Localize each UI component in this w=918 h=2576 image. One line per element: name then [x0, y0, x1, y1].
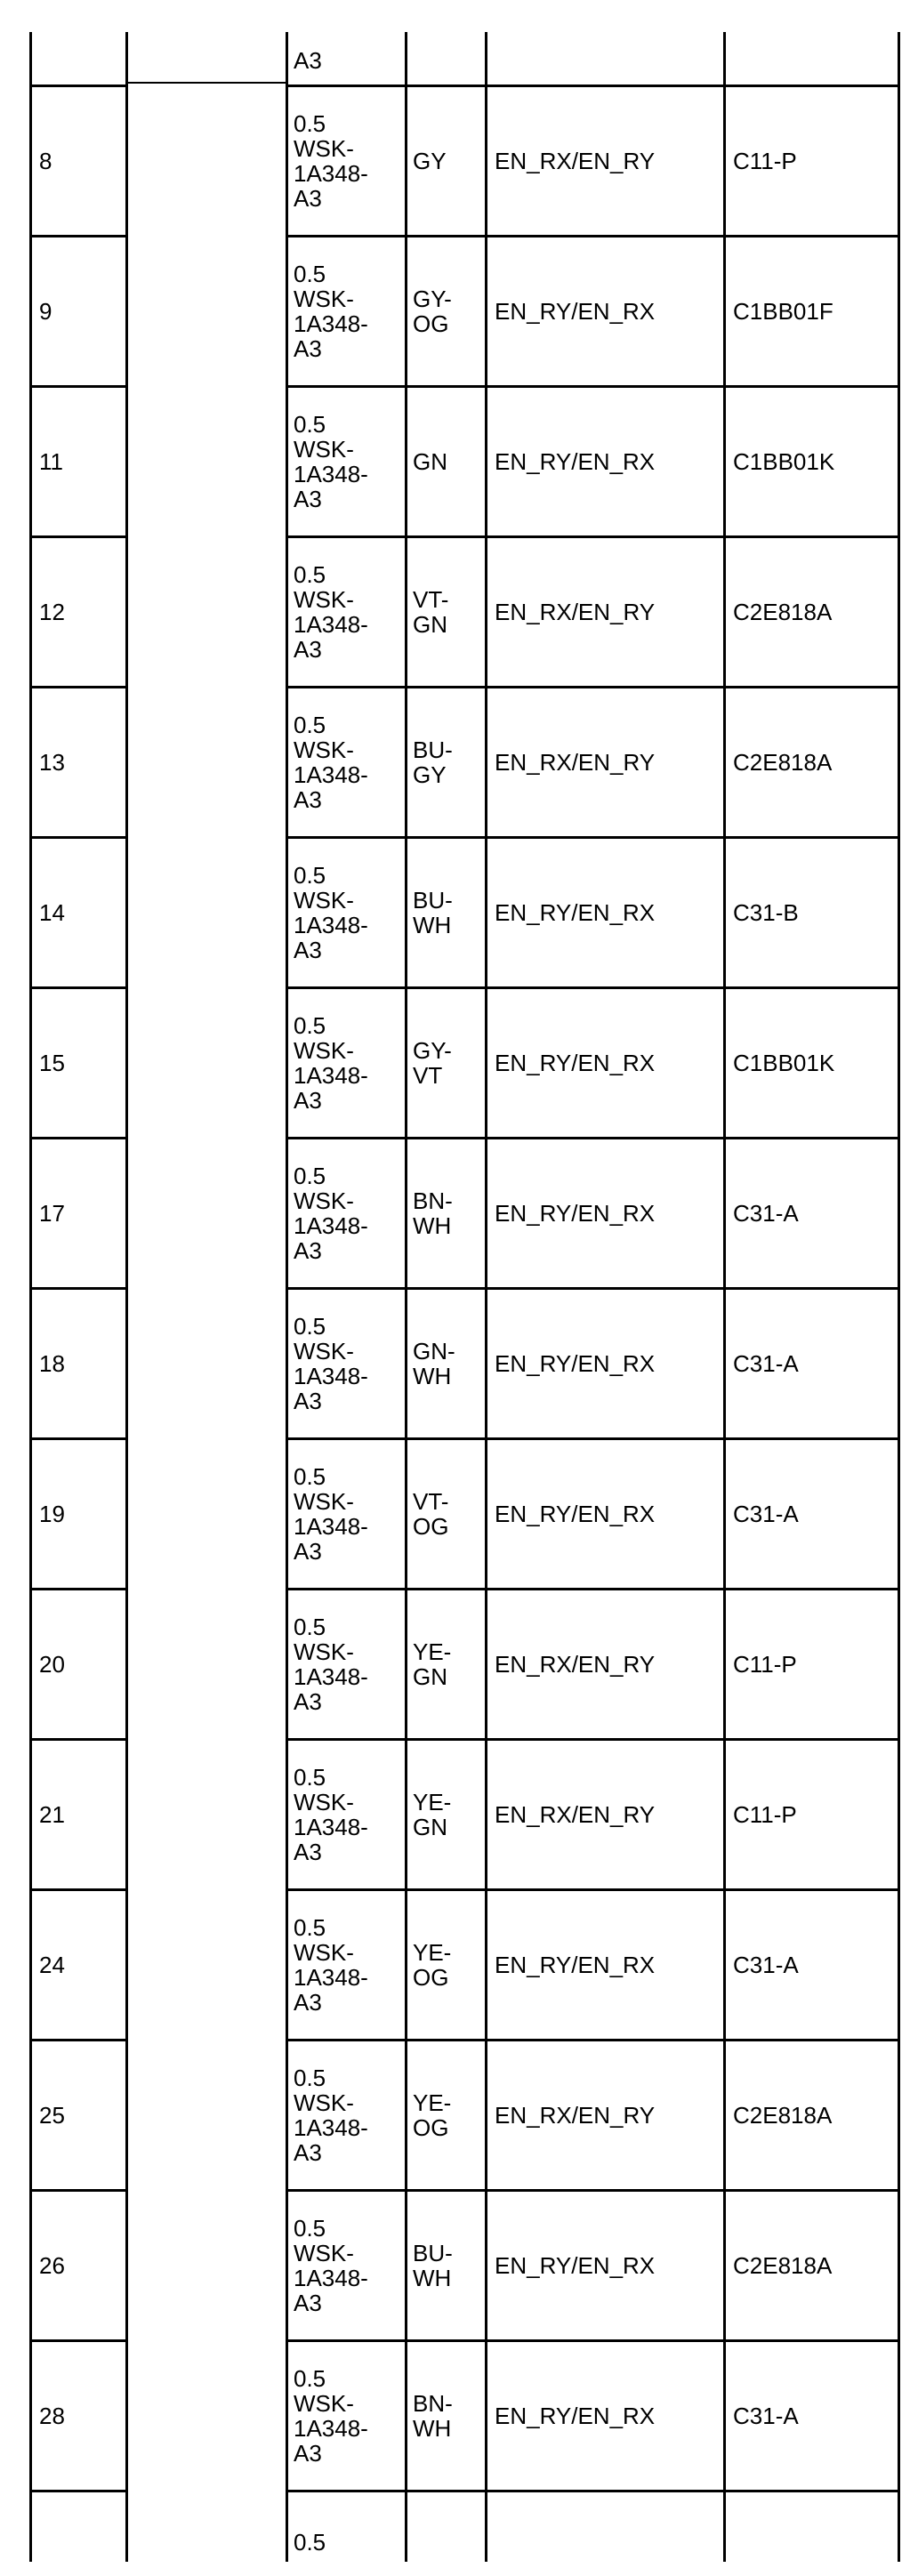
signal-name: EN_RX/EN_RY [495, 1801, 656, 1828]
row-rule-left [30, 1437, 126, 1440]
pin-number: 26 [39, 2252, 65, 2279]
signal-name: EN_RY/EN_RX [495, 2252, 656, 2279]
signal-cell [495, 237, 722, 385]
pin-number: 14 [39, 899, 65, 926]
row-rule-left [30, 1287, 126, 1290]
wire-spec-cell [294, 989, 404, 1137]
wire-gauge: 0.5 [294, 261, 326, 287]
signal-cell [495, 1891, 722, 2039]
connector-cell [733, 2192, 897, 2339]
row-rule-left [30, 2039, 126, 2041]
wire-color-cell [413, 87, 484, 235]
wire-code-prefix: WSK- [294, 436, 354, 463]
row-rule-right [286, 1738, 899, 1741]
signal-cell [495, 538, 722, 686]
pin-number-cell [39, 1741, 125, 1888]
wire-color-line-2: OG [413, 310, 449, 337]
wire-code-prefix: WSK- [294, 1488, 354, 1515]
pin-number: 21 [39, 1801, 65, 1828]
connector-cell [733, 388, 897, 535]
wire-color-line-1: BN- [413, 2390, 453, 2417]
signal-cell [495, 2342, 722, 2490]
wire-color-cell [413, 237, 484, 385]
top-fragment-wire-cell [294, 43, 399, 78]
row-rule-right [286, 1888, 899, 1891]
wire-color-cell [413, 1590, 484, 1738]
wire-spec-cell [294, 1741, 404, 1888]
pin-number-cell [39, 388, 125, 535]
signal-name: EN_RX/EN_RY [495, 1651, 656, 1678]
wire-color-cell [413, 538, 484, 686]
pin-number: 28 [39, 2403, 65, 2429]
wire-code-suffix: A3 [294, 335, 322, 362]
wire-code-suffix: A3 [294, 185, 322, 212]
connector-cell [733, 87, 897, 235]
row-rule-left [30, 85, 126, 87]
connector-cell [733, 1290, 897, 1437]
wire-color-line-1: BU- [413, 2240, 453, 2266]
wire-code: 1A348- [294, 2265, 368, 2291]
pin-number-cell [39, 1290, 125, 1437]
wire-code-suffix: A3 [294, 2440, 322, 2467]
wire-code: 1A348- [294, 461, 368, 487]
wire-spec-cell [294, 388, 404, 535]
wire-color-line-1: BU- [413, 737, 453, 763]
wire-gauge: 0.5 [294, 2065, 326, 2091]
wire-spec-cell [294, 688, 404, 836]
wire-code-suffix: A3 [294, 2139, 322, 2166]
connector-cell [733, 237, 897, 385]
row-rule-right [286, 1137, 899, 1139]
connector-cell [733, 1741, 897, 1888]
wire-code: 1A348- [294, 1363, 368, 1389]
wire-code-suffix: A3 [294, 1839, 322, 1865]
pin-number-cell [39, 1139, 125, 1287]
wire-color-cell [413, 1440, 484, 1588]
connector-cell [733, 1590, 897, 1738]
signal-name: EN_RY/EN_RX [495, 899, 656, 926]
wire-spec-cell [294, 1290, 404, 1437]
connector-id: C2E818A [733, 2102, 833, 2129]
wire-color-line-2: WH [413, 2265, 452, 2291]
wire-spec-cell [294, 87, 404, 235]
pin-number: 13 [39, 749, 65, 776]
signal-name: EN_RX/EN_RY [495, 2102, 656, 2129]
pin-number: 19 [39, 1501, 65, 1527]
wire-code: 1A348- [294, 1663, 368, 1690]
bottom-fragment-wire: 0.5 [294, 2529, 326, 2556]
row-rule-right [286, 1588, 899, 1590]
connector-id: C1BB01K [733, 448, 835, 475]
pin-number-cell [39, 538, 125, 686]
top-merge-rule [126, 82, 286, 84]
row-rule-left [30, 986, 126, 989]
wire-code: 1A348- [294, 1212, 368, 1239]
wire-code-prefix: WSK- [294, 2240, 354, 2266]
wire-code-suffix: A3 [294, 1989, 322, 2016]
bottom-fragment-wire-cell [294, 2524, 399, 2560]
pin-number: 17 [39, 1200, 65, 1227]
signal-cell [495, 388, 722, 535]
column-rule [723, 32, 726, 2562]
column-rule [125, 32, 128, 2562]
top-fragment-wire: A3 [294, 47, 322, 74]
row-rule-right [286, 2339, 899, 2342]
wire-code: 1A348- [294, 761, 368, 788]
row-rule-right [286, 686, 899, 688]
signal-name: EN_RY/EN_RX [495, 1350, 656, 1377]
wire-gauge: 0.5 [294, 862, 326, 889]
connector-cell [733, 538, 897, 686]
row-rule-right [286, 2189, 899, 2192]
wire-spec-cell [294, 1440, 404, 1588]
wire-spec-cell [294, 538, 404, 686]
pin-number: 11 [39, 448, 63, 475]
row-rule-right [286, 85, 899, 87]
row-rule-right [286, 986, 899, 989]
signal-cell [495, 87, 722, 235]
pin-number: 15 [39, 1050, 65, 1076]
pin-number-cell [39, 989, 125, 1137]
row-rule-left [30, 535, 126, 538]
connector-id: C31-B [733, 899, 799, 926]
connector-cell [733, 688, 897, 836]
signal-cell [495, 1290, 722, 1437]
wire-gauge: 0.5 [294, 1163, 326, 1189]
pin-number-cell [39, 2192, 125, 2339]
wire-code-suffix: A3 [294, 636, 322, 663]
wire-gauge: 0.5 [294, 712, 326, 738]
wire-color-line-1: BU- [413, 887, 453, 914]
signal-cell [495, 839, 722, 986]
pin-number-cell [39, 87, 125, 235]
signal-cell [495, 1741, 722, 1888]
wire-color-line-2: WH [413, 2415, 452, 2442]
pin-number-cell [39, 839, 125, 986]
wire-code: 1A348- [294, 1964, 368, 1991]
wire-code-suffix: A3 [294, 786, 322, 813]
wire-code-prefix: WSK- [294, 1789, 354, 1815]
wire-code-prefix: WSK- [294, 1338, 354, 1364]
wire-color-line-1: GN- [413, 1338, 455, 1364]
wire-code-suffix: A3 [294, 1087, 322, 1114]
wire-spec-cell [294, 1891, 404, 2039]
wire-color-line-1: GN [413, 448, 447, 475]
wire-color-line-2: GY [413, 761, 447, 788]
wire-color-line-1: VT- [413, 1488, 449, 1515]
wire-color-line-2: WH [413, 1363, 452, 1389]
wire-gauge: 0.5 [294, 1012, 326, 1039]
pin-number-cell [39, 1891, 125, 2039]
wire-color-cell [413, 2041, 484, 2189]
wire-color-line-1: GY- [413, 1037, 452, 1064]
wire-color-line-2: OG [413, 2114, 449, 2141]
wire-code-suffix: A3 [294, 1688, 322, 1715]
wire-color-line-2: WH [413, 912, 452, 938]
connector-id: C31-A [733, 1501, 799, 1527]
pin-number: 20 [39, 1651, 65, 1678]
row-rule-left [30, 1137, 126, 1139]
column-rule [29, 32, 32, 2562]
signal-cell [495, 1440, 722, 1588]
wire-color-cell [413, 989, 484, 1137]
row-rule-left [30, 686, 126, 688]
wire-color-cell [413, 1741, 484, 1888]
signal-name: EN_RY/EN_RX [495, 298, 656, 325]
wire-color-cell [413, 2342, 484, 2490]
wire-gauge: 0.5 [294, 2215, 326, 2242]
wire-code-suffix: A3 [294, 1538, 322, 1565]
pin-number: 25 [39, 2102, 65, 2129]
wire-color-cell [413, 839, 484, 986]
wire-code: 1A348- [294, 2415, 368, 2442]
column-rule [485, 32, 487, 2562]
signal-name: EN_RY/EN_RX [495, 1200, 656, 1227]
signal-cell [495, 1590, 722, 1738]
wire-color-line-1: GY- [413, 286, 452, 312]
wire-color-line-2: GN [413, 1663, 447, 1690]
row-rule-left [30, 836, 126, 839]
row-rule-right [286, 235, 899, 237]
wire-spec-cell [294, 2342, 404, 2490]
wire-code-prefix: WSK- [294, 1037, 354, 1064]
connector-id: C31-A [733, 1952, 799, 1978]
pin-number-cell [39, 1440, 125, 1588]
wire-spec-cell [294, 237, 404, 385]
column-rule [898, 32, 900, 2562]
connector-id: C31-A [733, 2403, 799, 2429]
wire-color-line-1: GY [413, 148, 447, 174]
wire-code-prefix: WSK- [294, 2089, 354, 2116]
connector-cell [733, 989, 897, 1137]
wire-gauge: 0.5 [294, 110, 326, 137]
signal-name: EN_RY/EN_RX [495, 2403, 656, 2429]
wire-gauge: 0.5 [294, 1764, 326, 1791]
signal-cell [495, 2041, 722, 2189]
wire-color-cell [413, 1891, 484, 2039]
connector-cell [733, 2342, 897, 2490]
wire-color-line-1: VT- [413, 586, 449, 613]
pin-number: 12 [39, 599, 65, 625]
wire-code-prefix: WSK- [294, 135, 354, 162]
wire-code-prefix: WSK- [294, 887, 354, 914]
wire-color-cell [413, 1290, 484, 1437]
connector-cell [733, 2041, 897, 2189]
connector-id: C31-A [733, 1350, 799, 1377]
row-rule-right [286, 1437, 899, 1440]
wire-code-prefix: WSK- [294, 286, 354, 312]
signal-name: EN_RX/EN_RY [495, 148, 656, 174]
wire-spec-cell [294, 2192, 404, 2339]
connector-id: C11-P [733, 1801, 797, 1828]
wire-gauge: 0.5 [294, 561, 326, 588]
wire-color-line-1: BN- [413, 1187, 453, 1214]
wire-code: 1A348- [294, 2114, 368, 2141]
signal-name: EN_RY/EN_RX [495, 1501, 656, 1527]
pin-number-cell [39, 1590, 125, 1738]
pin-number-cell [39, 688, 125, 836]
wire-code-prefix: WSK- [294, 1939, 354, 1966]
connector-id: C31-A [733, 1200, 799, 1227]
wire-gauge: 0.5 [294, 1313, 326, 1340]
wire-gauge: 0.5 [294, 1463, 326, 1490]
connector-id: C11-P [733, 148, 797, 174]
wire-code-suffix: A3 [294, 937, 322, 963]
row-rule-right [286, 535, 899, 538]
wire-color-line-2: GN [413, 611, 447, 638]
connector-id: C2E818A [733, 2252, 833, 2279]
wire-code: 1A348- [294, 1062, 368, 1089]
signal-name: EN_RX/EN_RY [495, 599, 656, 625]
connector-id: C2E818A [733, 599, 833, 625]
wire-color-cell [413, 1139, 484, 1287]
row-rule-left [30, 1738, 126, 1741]
row-rule-right [286, 2490, 899, 2492]
wire-code-prefix: WSK- [294, 2390, 354, 2417]
wire-color-cell [413, 688, 484, 836]
row-rule-left [30, 1588, 126, 1590]
pin-number-cell [39, 237, 125, 385]
wire-spec-cell [294, 2041, 404, 2189]
wire-code: 1A348- [294, 160, 368, 187]
row-rule-left [30, 2189, 126, 2192]
wire-color-line-2: OG [413, 1513, 449, 1540]
wire-color-line-1: YE- [413, 1939, 452, 1966]
wire-code-prefix: WSK- [294, 1187, 354, 1214]
wire-code-suffix: A3 [294, 2290, 322, 2316]
connector-cell [733, 1440, 897, 1588]
wire-code: 1A348- [294, 1513, 368, 1540]
row-rule-right [286, 2039, 899, 2041]
row-rule-right [286, 836, 899, 839]
row-rule-right [286, 1287, 899, 1290]
wire-color-line-2: OG [413, 1964, 449, 1991]
wire-code-prefix: WSK- [294, 1638, 354, 1665]
row-rule-left [30, 235, 126, 237]
wire-code-suffix: A3 [294, 1388, 322, 1414]
wire-color-line-2: VT [413, 1062, 443, 1089]
signal-cell [495, 989, 722, 1137]
wire-gauge: 0.5 [294, 1914, 326, 1941]
signal-cell [495, 1139, 722, 1287]
wire-spec-cell [294, 1590, 404, 1738]
wire-spec-cell [294, 1139, 404, 1287]
signal-cell [495, 688, 722, 836]
row-rule-left [30, 1888, 126, 1891]
wire-code: 1A348- [294, 1814, 368, 1840]
connector-cell [733, 839, 897, 986]
wire-color-cell [413, 2192, 484, 2339]
signal-name: EN_RY/EN_RX [495, 448, 656, 475]
signal-cell [495, 2192, 722, 2339]
wire-code: 1A348- [294, 912, 368, 938]
signal-name: EN_RX/EN_RY [495, 749, 656, 776]
signal-name: EN_RY/EN_RX [495, 1952, 656, 1978]
wire-code-prefix: WSK- [294, 586, 354, 613]
signal-name: EN_RY/EN_RX [495, 1050, 656, 1076]
wire-gauge: 0.5 [294, 2365, 326, 2392]
connector-cell [733, 1139, 897, 1287]
connector-id: C2E818A [733, 749, 833, 776]
wire-code-prefix: WSK- [294, 737, 354, 763]
wire-color-cell [413, 388, 484, 535]
column-rule [286, 32, 288, 2562]
connector-id: C1BB01F [733, 298, 833, 325]
row-rule-left [30, 2490, 126, 2492]
connector-id: C11-P [733, 1651, 797, 1678]
wire-color-line-2: WH [413, 1212, 452, 1239]
connector-cell [733, 1891, 897, 2039]
wire-color-line-1: YE- [413, 1638, 452, 1665]
wire-gauge: 0.5 [294, 1614, 326, 1640]
row-rule-left [30, 385, 126, 388]
wire-code-suffix: A3 [294, 486, 322, 512]
wire-color-line-1: YE- [413, 1789, 452, 1815]
pin-number: 18 [39, 1350, 65, 1377]
wire-color-line-2: GN [413, 1814, 447, 1840]
pin-number: 24 [39, 1952, 65, 1978]
wire-gauge: 0.5 [294, 411, 326, 438]
pin-number-cell [39, 2041, 125, 2189]
wire-code: 1A348- [294, 611, 368, 638]
wire-code-suffix: A3 [294, 1237, 322, 1264]
row-rule-left [30, 2339, 126, 2342]
row-rule-right [286, 385, 899, 388]
column-rule [405, 32, 407, 2562]
connector-id: C1BB01K [733, 1050, 835, 1076]
pin-number: 8 [39, 148, 52, 174]
pin-number-cell [39, 2342, 125, 2490]
wire-code: 1A348- [294, 310, 368, 337]
wire-color-line-1: YE- [413, 2089, 452, 2116]
pin-number: 9 [39, 298, 52, 325]
wire-spec-cell [294, 839, 404, 986]
